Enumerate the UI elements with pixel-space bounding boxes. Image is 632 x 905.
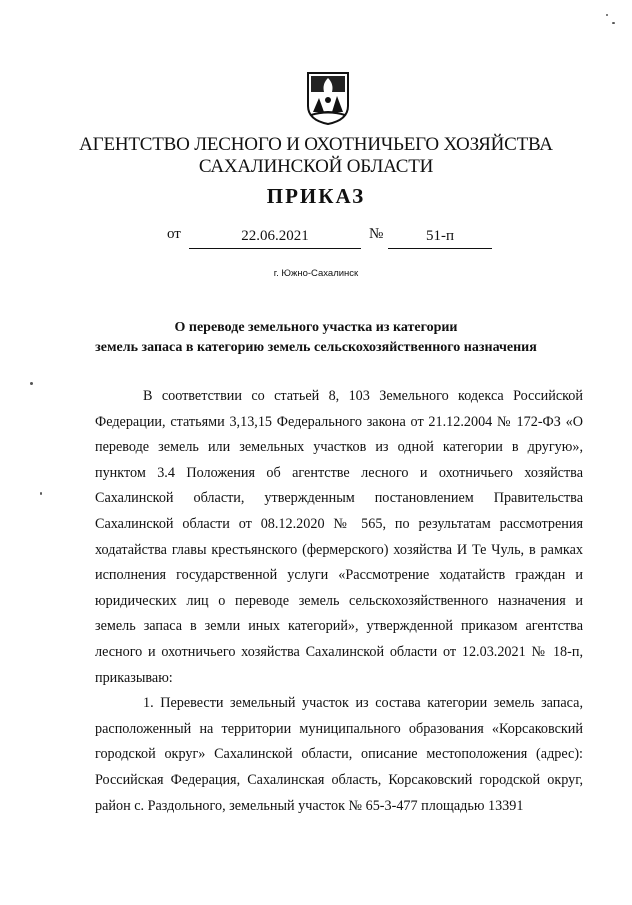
body-paragraph-2: 1. Перевести земельный участок из состава категории земель запаса, расположенный на территории муниципального образования «Корсаковский городской округ» Сахалинской области, описание местоположения (адрес): Российская Федерация, Сахалинская область, Корсаковский городской округ, район с. Раздольного, земельный участок № 65-3-477 площадью 13391 bbox=[95, 695, 583, 814]
doc-type-title: ПРИКАЗ bbox=[266, 184, 366, 208]
body-paragraph-1: В соответствии со статьей 8, 103 Земельного кодекса Российской Федерации, статьями 3,13,15 Федерального закона от 21.12.2004 № 172-ФЗ «О переводе земель или земельных участков из одной категории в другую», пунктом 3.4 Положения об агентстве лесного и охотничьего хозяйства Сахалинской области, утвержденным постановлением Правительства Сахалинской области от 08.12.2020 № 565, по результатам рассмотрения ходатайства главы крестьянского (фермерского) хозяйства И Те Чуль, в рамках исполнения государственной услуги «Рассмотрение ходатайств граждан и юридических лиц о переводе земель сельскохозяйственного назначения и земель запаса в земли иных категорий», утвержденной приказом агентства лесного и охотничьего хозяйства Сахалинской области от 12.03.2021 № 18-п, приказываю: bbox=[95, 388, 583, 686]
date-label: от bbox=[167, 226, 181, 242]
agency-line-1: АГЕНТСТВО ЛЕСНОГО И ОХОТНИЧЬЕГО ХОЗЯЙСТВА bbox=[79, 134, 553, 155]
subject-line-1: О переводе земельного участка из категории bbox=[174, 320, 458, 335]
order-number: 51-п bbox=[388, 226, 492, 249]
subject-line-2: земель запаса в категорию земель сельскохозяйственного назначения bbox=[95, 340, 537, 355]
agency-name bbox=[0, 134, 632, 178]
coat-of-arms-icon bbox=[305, 70, 351, 126]
number-label: № bbox=[369, 226, 384, 242]
agency-line-2: САХАЛИНСКОЙ ОБЛАСТИ bbox=[198, 156, 434, 177]
order-body bbox=[95, 384, 583, 819]
order-subject bbox=[0, 318, 632, 358]
order-date: 22.06.2021 bbox=[189, 226, 361, 249]
city-line: г. Южно-Сахалинск bbox=[273, 268, 359, 279]
